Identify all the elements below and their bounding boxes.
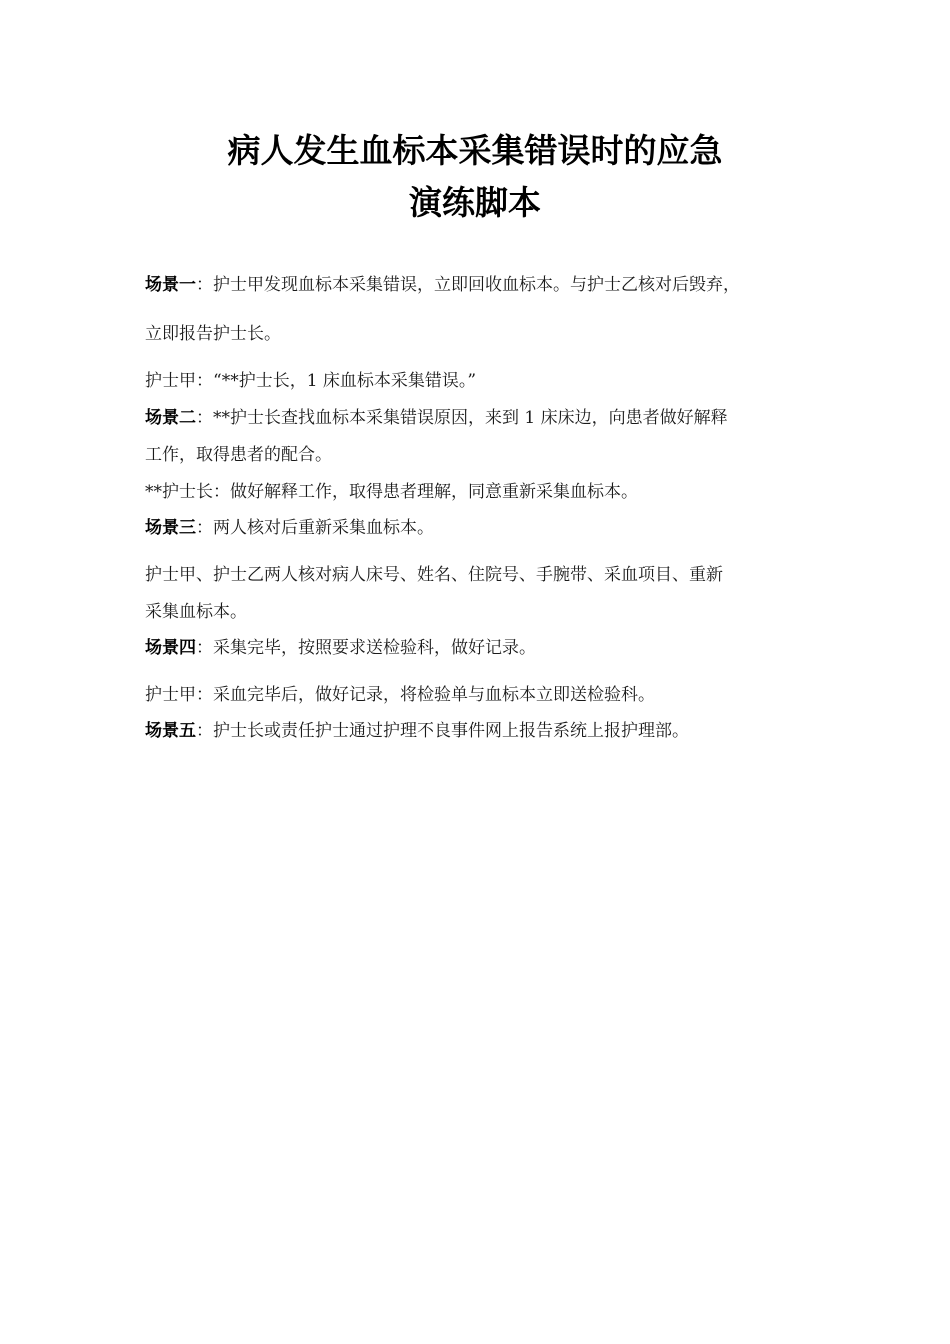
dialogue-3-line-2: 采集血标本。 bbox=[145, 602, 247, 622]
scene-1-label: 场景一 bbox=[145, 275, 196, 295]
scene-2-text-line-2: 工作，取得患者的配合。 bbox=[145, 445, 332, 465]
dialogue-3-line-1: 护士甲、护士乙两人核对病人床号、姓名、住院号、手腕带、采血项目、重新 bbox=[145, 565, 723, 585]
scene-5-colon: ： bbox=[196, 721, 213, 741]
scene-4-text: 采集完毕，按照要求送检验科，做好记录。 bbox=[213, 638, 536, 658]
scene-5-text: 护士长或责任护士通过护理不良事件网上报告系统上报护理部。 bbox=[213, 721, 689, 741]
scene-2-paragraph bbox=[145, 406, 825, 430]
scene-4-paragraph bbox=[145, 636, 825, 660]
scene-4-label: 场景四 bbox=[145, 638, 196, 658]
scene-3-colon: ： bbox=[196, 518, 213, 538]
scene-4-colon: ： bbox=[196, 638, 213, 658]
scene-5-paragraph bbox=[145, 719, 825, 743]
scene-1-text-line-2: 立即报告护士长。 bbox=[145, 324, 281, 344]
scene-3-paragraph bbox=[145, 516, 825, 540]
dialogue-4: 护士甲：采血完毕后，做好记录，将检验单与血标本立即送检验科。 bbox=[145, 685, 655, 705]
scene-1-colon: ： bbox=[196, 275, 213, 295]
scene-2-label: 场景二 bbox=[145, 408, 196, 428]
scene-1-paragraph bbox=[145, 273, 825, 297]
scene-2-colon: ： bbox=[196, 408, 213, 428]
document-title-line-1: 病人发生血标本采集错误时的应急 bbox=[227, 131, 723, 170]
scene-3-label: 场景三 bbox=[145, 518, 196, 538]
scene-2-text-line-1: **护士长查找血标本采集错误原因，来到 1 床床边，向患者做好解释 bbox=[213, 408, 728, 428]
scene-3-text: 两人核对后重新采集血标本。 bbox=[213, 518, 434, 538]
scene-1-text-line-1: 护士甲发现血标本采集错误，立即回收血标本。与护士乙核对后毁弃， bbox=[213, 275, 740, 295]
dialogue-1: 护士甲：“**护士长，1 床血标本采集错误。” bbox=[145, 371, 477, 391]
document-title-line-2: 演练脚本 bbox=[409, 183, 541, 222]
dialogue-2: **护士长：做好解释工作，取得患者理解，同意重新采集血标本。 bbox=[145, 482, 638, 502]
scene-5-label: 场景五 bbox=[145, 721, 196, 741]
